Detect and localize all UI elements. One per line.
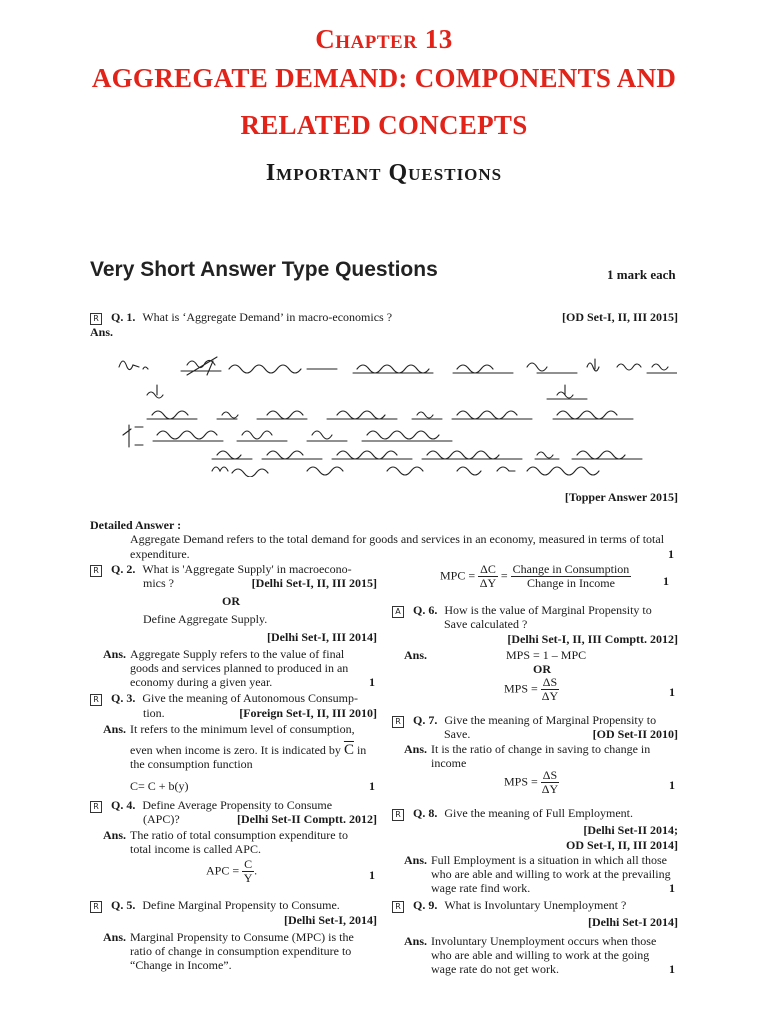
q7-number: Q. 7. (413, 713, 438, 727)
q6-mps-equation (504, 676, 559, 703)
detailed-answer-mark: 1 (668, 547, 674, 561)
q6-text-2: Save calculated ? (444, 617, 528, 631)
q4-mark: 1 (369, 868, 375, 882)
r-badge-icon: R (90, 901, 102, 913)
handwriting-scribble (117, 347, 677, 477)
q3-ans-2-text: even when income is zero. It is indicated by (130, 743, 341, 757)
q7-mps-d: ΔY (541, 782, 559, 796)
q3-row (90, 691, 358, 706)
q8-text: Give the meaning of Full Employment. (444, 806, 633, 820)
mpc-mark: 1 (663, 574, 669, 588)
q2-alt: Define Aggregate Supply. (143, 612, 268, 626)
q3-ans-label: Ans. (103, 722, 127, 736)
mpc-d1: ΔY (479, 576, 497, 590)
a-badge-icon: A (392, 606, 404, 618)
q4-ans-label: Ans. (103, 828, 127, 842)
q3-ref: [Foreign Set-I, II, III 2010] (239, 706, 377, 720)
q3-symbol: $\overline{C}$ (343, 742, 354, 758)
q3-text-1: Give the meaning of Autonomous Consump- (142, 691, 358, 705)
mpc-equation: MPC = $\frac{\Delta C}{\Delta Y}$ = $\frac{\text{Change in Consumption}}{\text{Change in Income}}$ (440, 562, 630, 590)
q7-mps-n: ΔS (542, 768, 558, 782)
q7-mps-left: MPS = (504, 774, 538, 789)
q6-eq1: MPS = 1 – MPC (506, 648, 587, 662)
q9-number: Q. 9. (413, 898, 438, 912)
q5-number: Q. 5. (111, 898, 136, 912)
q4-ans-2: total income is called APC. (130, 842, 261, 856)
q3-ans-2 (130, 743, 366, 757)
q5-text: Define Marginal Propensity to Consume. (142, 898, 340, 912)
q7-ans-2: income (431, 756, 467, 770)
q9-ans-3: wage rate do not get work. (431, 962, 559, 976)
q7-ans-1: It is the ratio of change in saving to change in (431, 742, 651, 756)
q5-ans-1: Marginal Propensity to Consume (MPC) is the (130, 930, 354, 944)
q3-ans-3: the consumption function (130, 757, 253, 771)
q5-ans-3: “Change in Income”. (130, 958, 232, 972)
q8-ans-3: wage rate find work. (431, 881, 531, 895)
mpc-left: MPC = (440, 568, 476, 583)
q9-row (392, 898, 626, 913)
detailed-answer-line1: Aggregate Demand refers to the total demand for goods and services in an economy, measured in terms of total (130, 532, 665, 546)
q8-ref1: [Delhi Set-II 2014; (583, 823, 678, 837)
q6-row (392, 603, 652, 618)
r-badge-icon: R (392, 716, 404, 728)
q6-mps-fraction (541, 676, 559, 703)
q3-mark: 1 (369, 779, 375, 793)
mpc-fraction-2 (511, 563, 632, 590)
q6-number: Q. 6. (413, 603, 438, 617)
q1-number: Q. 1. (111, 310, 136, 324)
section-title: Very Short Answer Type Questions (90, 258, 438, 281)
q2-ans-2: goods and services planned to produced in an (130, 661, 349, 675)
q2-text-1: What is 'Aggregate Supply' in macroecono- (142, 562, 352, 576)
q5-ans-label: Ans. (103, 930, 127, 944)
q2-ans-1: Aggregate Supply refers to the value of final (130, 647, 345, 661)
q3-ans-2-end: in (356, 743, 367, 757)
q8-ans-2: who are able and willing to work at the prevailing (431, 867, 671, 881)
apc-equation: APC = $\frac{C}{Y}$ . (206, 857, 258, 885)
q2-ref: [Delhi Set-I, II, III 2015] (251, 576, 377, 590)
q3-number: Q. 3. (111, 691, 136, 705)
mpc-n1: ΔC (480, 562, 496, 576)
q7-ans-label: Ans. (404, 742, 428, 756)
q4-number: Q. 4. (111, 798, 136, 812)
r-badge-icon: R (392, 901, 404, 913)
q2-ans-label: Ans. (103, 647, 127, 661)
q7-text-2: Save. (444, 727, 471, 741)
q9-ans-2: who are able and willing to work at the going (431, 948, 650, 962)
q1-ans-label: Ans. (90, 325, 114, 339)
q6-mps-n: ΔS (542, 675, 558, 689)
q8-number: Q. 8. (413, 806, 438, 820)
q2-ans-3: economy during a given year. (130, 675, 273, 689)
apc-fraction (242, 858, 254, 885)
apc-denominator: Y (243, 871, 253, 885)
q7-text-1: Give the meaning of Marginal Propensity to (444, 713, 657, 727)
r-badge-icon: R (90, 801, 102, 813)
q6-mark: 1 (669, 685, 675, 699)
q9-text: What is Involuntary Unemployment ? (444, 898, 627, 912)
q2-or: OR (222, 594, 240, 608)
mpc-n2: Change in Consumption (512, 562, 630, 576)
q1-text: What is ‘Aggregate Demand’ in macro-economics ? (142, 310, 393, 324)
q3-equation: C= C + b(y) (130, 779, 189, 793)
detailed-answer-label: Detailed Answer : (90, 518, 182, 532)
q8-mark: 1 (669, 881, 675, 895)
q4-row (90, 798, 332, 813)
q7-mps-fraction (541, 769, 559, 796)
q4-ref: [Delhi Set-II Comptt. 2012] (237, 812, 377, 826)
detailed-answer-line2: expenditure. (130, 547, 190, 561)
q6-or: OR (533, 662, 551, 676)
mpc-d2: Change in Income (526, 576, 615, 590)
apc-numerator: C (244, 857, 253, 871)
q5-row (90, 898, 340, 913)
q6-text-1: How is the value of Marginal Propensity to (444, 603, 652, 617)
q7-ref: [OD Set-II 2010] (592, 727, 678, 741)
q7-row (392, 713, 656, 728)
q5-ans-2: ratio of change in consumption expenditure to (130, 944, 352, 958)
q4-text-1: Define Average Propensity to Consume (142, 798, 333, 812)
q9-ans-1: Involuntary Unemployment occurs when those (431, 934, 657, 948)
q4-ans-1: The ratio of total consumption expenditure to (130, 828, 348, 842)
chapter-number: Chapter 13 (315, 24, 453, 54)
chapter-title-line2: RELATED CONCEPTS (240, 110, 528, 140)
q2-mark: 1 (369, 675, 375, 689)
q6-mps-d: ΔY (541, 689, 559, 703)
q5-ref: [Delhi Set-I, 2014] (284, 913, 377, 927)
q9-mark: 1 (669, 962, 675, 976)
handwritten-answer-image (117, 347, 677, 477)
q2-text-2: mics ? (143, 576, 174, 590)
q2-number: Q. 2. (111, 562, 136, 576)
r-badge-icon: R (90, 565, 102, 577)
important-questions-heading: Important Questions (265, 160, 503, 186)
q7-mark: 1 (669, 778, 675, 792)
q8-row (392, 806, 633, 821)
q8-ans-1: Full Employment is a situation in which all those (431, 853, 667, 867)
chapter-title-line1: AGGREGATE DEMAND: COMPONENTS AND (91, 63, 677, 93)
q9-ans-label: Ans. (404, 934, 428, 948)
r-badge-icon: R (90, 694, 102, 706)
q9-ref: [Delhi Set-I 2014] (588, 915, 678, 929)
q7-mps-equation (504, 769, 559, 796)
q6-ans-label: Ans. (404, 648, 428, 662)
q6-ref: [Delhi Set-I, II, III Comptt. 2012] (507, 632, 678, 646)
r-badge-icon: R (90, 313, 102, 325)
mpc-fraction-1 (478, 563, 498, 590)
q1-row (90, 310, 392, 325)
q1-ref: [OD Set-I, II, III 2015] (561, 310, 678, 324)
apc-left: APC = (206, 863, 240, 878)
q3-ans-1: It refers to the minimum level of consumption, (130, 722, 355, 736)
q8-ref2: OD Set-I, II, III 2014] (565, 838, 678, 852)
topper-answer-ref: [Topper Answer 2015] (564, 490, 678, 504)
q2-row (90, 562, 352, 577)
q2-ref2: [Delhi Set-I, III 2014] (267, 630, 377, 644)
q4-text-2: (APC)? (143, 812, 180, 826)
section-marks: 1 mark each (607, 267, 676, 282)
q6-mps-left: MPS = (504, 681, 538, 696)
q3-text-2: tion. (143, 706, 165, 720)
r-badge-icon: R (392, 809, 404, 821)
q8-ans-label: Ans. (404, 853, 428, 867)
